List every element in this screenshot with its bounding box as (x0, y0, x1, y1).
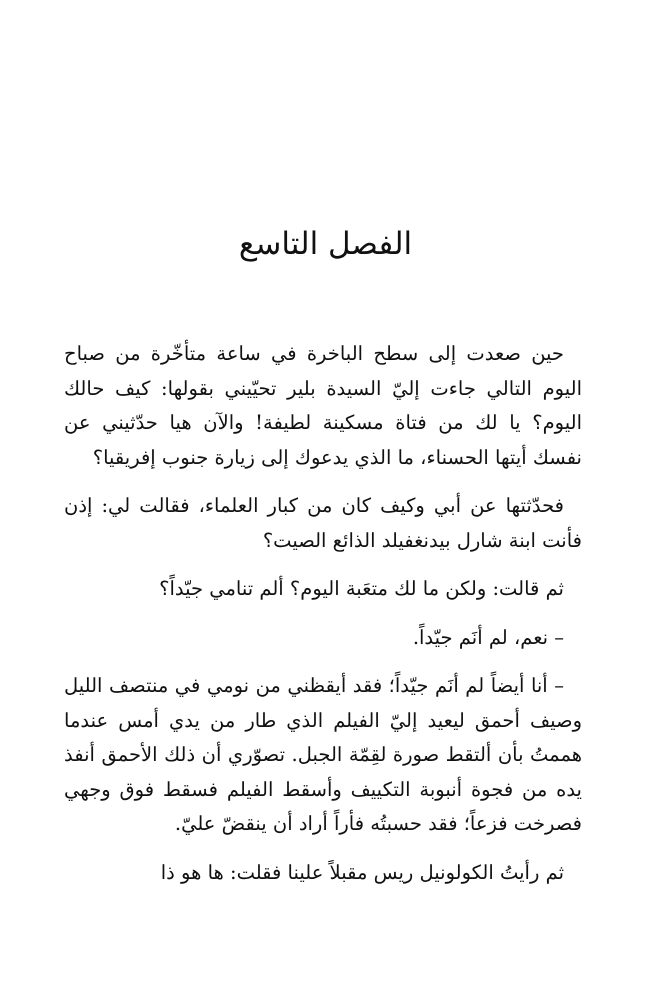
paragraph: ثم رأيتُ الكولونيل ريس مقبلاً علينا فقلت: ها هو ذا (160, 860, 564, 884)
paragraph: – نعم، لم أنَم جيّداً. (412, 625, 564, 649)
paragraph: حين صعدت إلى سطح الباخرة في ساعة متأخّرة من صباح اليوم التالي جاءت إليّ السيدة بلير تحيّيني بقولها: كيف حالك اليوم؟ يا لك من فتاة مسكينة لطيفة! والآن هيا حدّثيني عن نفسك أيتها الحسناء، ما الذي يدعوك إلى زيارة جنوب إفريقيا؟ (64, 342, 582, 469)
chapter-body (64, 337, 582, 904)
paragraph: فحدّثتها عن أبي وكيف كان من كبار العلماء، فقالت لي: إذن فأنت ابنة شارل بيدنغفيلد الذائع الصيت؟ (64, 494, 582, 552)
paragraph: – أنا أيضاً لم أنَم جيّداً؛ فقد أيقظني من نومي في منتصف الليل وصيف أحمق ليعيد إليّ الفيلم الذي طار من يدي أمس عندما هممتُ بأن ألتقط صورة لقِمّة الجبل. تصوّري أن ذلك الأحمق أنفذ يده من فجوة أنبوبة التكييف وأسقط الفيلم فسقط فوق وجهي فصرخت فزعاً؛ فقد حسبتُه فأراً أراد أن ينقضّ عليّ. (64, 674, 582, 835)
chapter-title: الفصل التاسع (238, 226, 413, 262)
paragraph: ثم قالت: ولكن ما لك متعَبة اليوم؟ ألم تنامي جيّداً؟ (159, 577, 564, 600)
